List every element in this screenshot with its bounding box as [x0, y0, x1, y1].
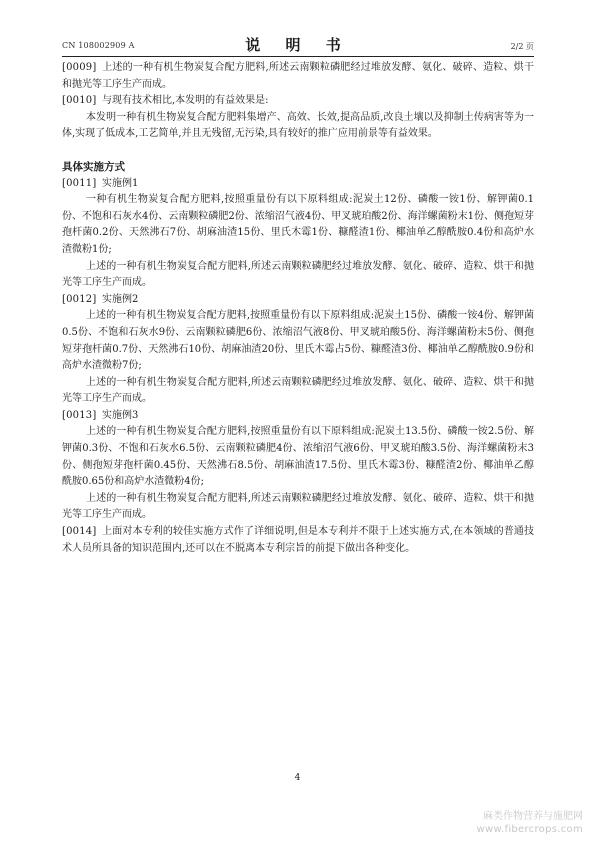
paragraph-number: [0013]	[62, 409, 97, 421]
document-number: CN 108002909 A	[62, 41, 135, 50]
paragraph-number: [0009]	[62, 62, 97, 73]
paragraph-number: [0010]	[62, 95, 97, 107]
paragraph	[62, 308, 534, 374]
document-title: 说 明 书	[245, 36, 351, 54]
paragraph	[62, 259, 534, 292]
watermark	[477, 810, 584, 836]
paragraph	[62, 110, 534, 143]
numbered-paragraph	[62, 176, 534, 193]
paragraph-text: 实施例3	[102, 409, 139, 421]
watermark-url: www.fibercrops.com	[476, 824, 583, 835]
paragraph	[62, 424, 534, 490]
numbered-paragraph	[62, 292, 534, 309]
paragraph	[62, 375, 534, 408]
paragraph-text: 实施例1	[102, 177, 139, 189]
numbered-paragraph	[62, 524, 534, 557]
paragraph-text: 上述的一种有机生物炭复合配方肥料,所述云南颗粒磷肥经过堆放发酵、氨化、破碎、造粒、烘干和抛光等工序生产而成。	[62, 260, 534, 289]
paragraph-number: [0011]	[62, 177, 97, 189]
page-number: 4	[294, 773, 301, 783]
paragraph	[62, 491, 534, 524]
paragraph-text: 一种有机生物炭复合配方肥料,按照重量份有以下原料组成:泥炭土12份、磷酸一铵1份、解钾菌0.1份、不饱和石灰水4份、云南颗粒磷肥2份、浓缩沼气液4份、甲叉琥珀酸2份、海洋螺菌粉末1份、侧孢短芽孢杆菌0.2份、天然沸石7份、胡麻油渣15份、里氏木霉1份、糠醛渣1份、椰油单乙醇酰胺0.4份和高炉水渣微粉1份;	[62, 194, 534, 255]
page-header	[62, 33, 534, 57]
header-divider	[62, 56, 534, 57]
paragraph-text: 本发明一种有机生物炭复合配方肥料集增产、高效、长效,提高品质,改良土壤以及抑制土传病害等为一体,实现了低成本,工艺简单,并且无残留,无污染,具有较好的推广应用前景等有益效果。	[62, 111, 534, 140]
paragraph-text: 上面对本专利的较佳实施方式作了详细说明,但是本专利并不限于上述实施方式,在本领域的普通技术人员所具备的知识范围内,还可以在不脱离本专利宗旨的前提下做出各种变化。	[62, 526, 534, 554]
paragraph-text: 上述的一种有机生物炭复合配方肥料,所述云南颗粒磷肥经过堆放发酵、氨化、破碎、造粒、烘干和抛光等工序生产而成。	[62, 492, 534, 521]
paragraph-text: 上述的一种有机生物炭复合配方肥料,按照重量份有以下原料组成:泥炭土13.5份、磷酸一铵2.5份、解钾菌0.3份、不饱和石灰水6.5份、云南颗粒磷肥4份、浓缩沼气液6份、甲叉琥珀酸3.5份、海洋螺菌粉末3份、侧孢短芽孢杆菌0.45份、天然沸石8.5份、胡麻油渣17.5份、里氏木霉3份、糠醛渣2份、椰油单乙醇酰胺0.65份和高炉水渣微粉4份;	[62, 426, 534, 488]
watermark-site-name: 麻类作物营养与施肥网	[483, 811, 583, 822]
numbered-paragraph	[62, 93, 534, 110]
paragraph	[62, 192, 534, 258]
paragraph-text: 与现有技术相比,本发明的有益效果是:	[102, 95, 269, 107]
paragraph-text: 上述的一种有机生物炭复合配方肥料,按照重量份有以下原料组成:泥炭土15份、磷酸一铵4份、解钾菌0.5份、不饱和石灰水9份、云南颗粒磷肥6份、浓缩沼气液8份、甲叉琥珀酸5份、海洋螺菌粉末5份、侧孢短芽孢杆菌0.7份、天然沸石10份、胡麻油渣20份、里氏木霉占5份、糠醛渣3份、椰油单乙醇酰胺0.9份和高炉水渣微粉7份;	[62, 310, 534, 372]
paragraph-number: [0014]	[62, 526, 97, 538]
document-body	[62, 60, 534, 557]
paragraph-text: 上述的一种有机生物炭复合配方肥料,所述云南颗粒磷肥经过堆放发酵、氨化、破碎、造粒、烘干和抛光等工序生产而成。	[62, 376, 534, 405]
numbered-paragraph	[62, 408, 534, 425]
paragraph-text: 实施例2	[102, 293, 139, 305]
section-heading: 具体实施方式	[62, 160, 125, 173]
paragraph-number: [0012]	[62, 293, 97, 305]
numbered-paragraph	[62, 60, 534, 93]
page-indicator: 2/2 页	[510, 42, 534, 51]
paragraph-text: 上述的一种有机生物炭复合配方肥料,所述云南颗粒磷肥经过堆放发酵、氨化、破碎、造粒、烘干和抛光等工序生产而成。	[62, 62, 534, 90]
